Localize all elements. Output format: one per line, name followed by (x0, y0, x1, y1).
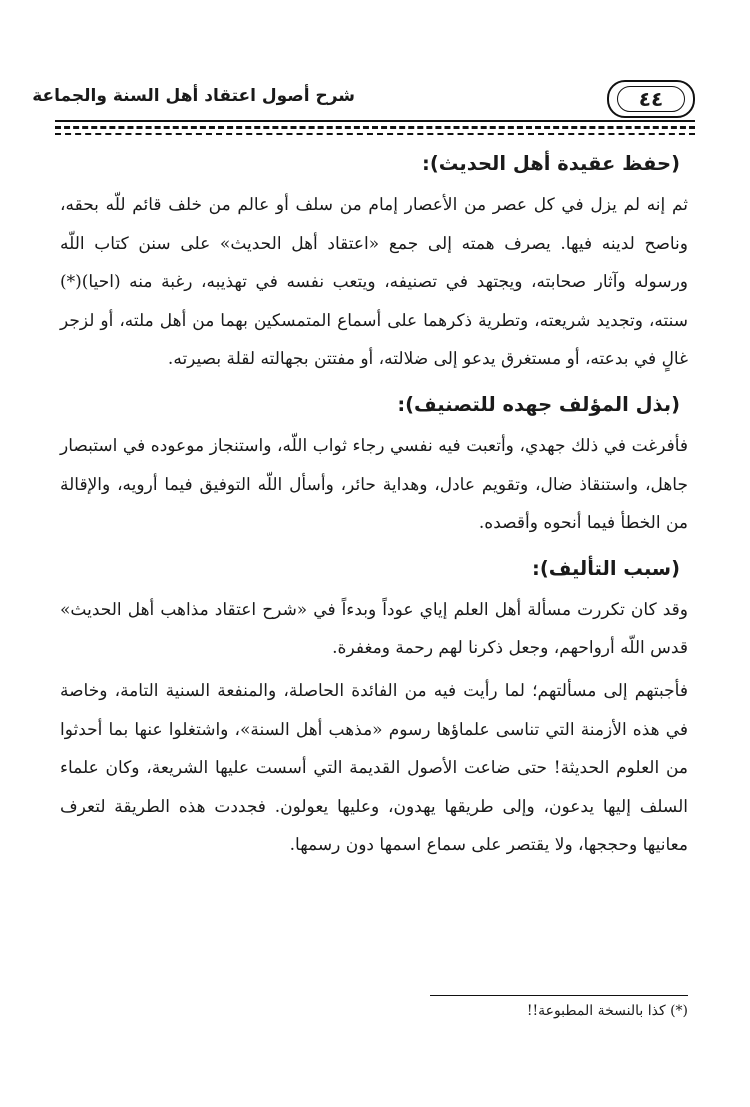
header-dashed-rule (55, 126, 695, 129)
section-heading-author-effort: (بذل المؤلف جهده للتصنيف): (397, 392, 680, 416)
page-number-badge (607, 80, 695, 118)
paragraph: وقد كان تكررت مسألة أهل العلم إياي عوداً وبدءاً في «شرح اعتقاد مذاهب أهل الحديث» قدس اللّه أرواحهم، وجعل ذكرنا لهم رحمة ومغفرة. (60, 599, 688, 659)
paragraph: فأجبتهم إلى مسألتهم؛ لما رأيت فيه من الفائدة الحاصلة، والمنفعة السنية التامة، وخاصة في هذه الأزمنة التي تناسى علماؤها رسوم «مذهب أهل السنة»، واشتغلوا عنها بما أحدثوا من العلوم الحديثة! حتى ضاعت الأصول القديمة التي أسست عليها الشريعة، وكان علماء السلف إليها يدعون، وإلى طريقها يهدون، وعليها يعولون. فجددت هذه الطريقة لتعرف معانيها وحججها، ولا يقتصر على سماع اسمها دون رسمها. (60, 680, 688, 856)
footnote: (*) كذا بالنسخة المطبوعة!! (526, 1003, 688, 1019)
header-rule (55, 120, 695, 122)
paragraph: فأفرغت في ذلك جهدي، وأتعبت فيه نفسي رجاء ثواب اللّه، واستنجاز موعوده في استبصار جاهل، واستنقاذ ضال، وتقويم عادل، وهداية حائر، وأسأل اللّه التوفيق فيما أرويه، والإقالة من الخطأ فيما أنحوه وأقصده. (60, 435, 689, 534)
header-dashed-rule-thin (55, 133, 695, 135)
page-header (32, 80, 695, 120)
page-body (60, 138, 688, 865)
section-heading-reason-for-writing: (سبب التأليف): (532, 556, 680, 580)
book-title: شرح أصول اعتقاد أهل السنة والجماعة (32, 86, 355, 106)
paragraph: ثم إنه لم يزل في كل عصر من الأعصار إمام من سلف أو عالم من خلف قائم للّه بحقه، وناصح لدينه فيها. يصرف همته إلى جمع «اعتقاد أهل الحديث» على سنن كتاب اللّه ورسوله وآثار صحابته، ويجتهد في تصنيفه، ويتعب نفسه في تهذيبه، رغبة منه (احيا)(*) سنته، وتجديد شريعته، وتطرية ذكرهما على أسماع المتمسكين بهما من أهل ملته، أو لزجر غالٍ في بدعته، أو مستغرق يدعو إلى ضلالته، أو مفتتن بجهالته لقلة بصيرته. (60, 195, 688, 370)
page-number: ٤٤ (617, 86, 685, 112)
section-heading-hadith-creed: (حفظ عقيدة أهل الحديث): (422, 152, 680, 175)
footnote-rule (430, 995, 688, 996)
